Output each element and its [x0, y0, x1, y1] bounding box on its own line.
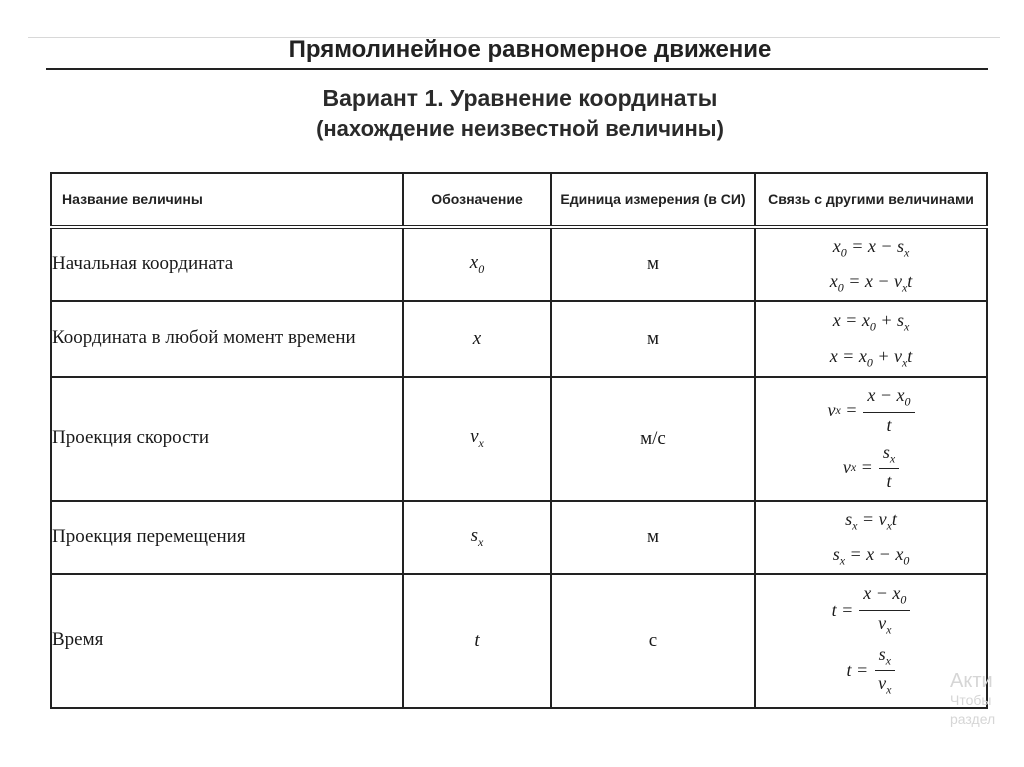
variant-subtitle: (нахождение неизвестной величины) [316, 116, 724, 141]
formula: t = $\frac{s_x}{v_x}$ [756, 644, 986, 698]
quantity-symbol: $s_x$ [403, 501, 551, 574]
formula: v x = $\frac{s_x}{t}$ [756, 442, 986, 493]
column-header-unit: Единица измерения (в СИ) [551, 173, 755, 227]
column-header-name: Название величины [51, 173, 403, 227]
quantity-symbol: x [403, 301, 551, 377]
relation-formulas [755, 501, 987, 574]
formula: $s_x = v_xt$ [845, 508, 897, 533]
formula: v x = $\frac{x - x_0}{t}$ [756, 385, 986, 436]
table-row [51, 574, 987, 708]
formula: $x_0 = x - s_x$ [832, 236, 910, 260]
title-underline [46, 68, 988, 70]
table-row [51, 301, 987, 377]
table-row [51, 501, 987, 574]
formula: $x = x_0 + v_xt$ [829, 345, 913, 370]
quantity-name: Координата в любой момент времени [51, 301, 403, 377]
quantity-name: Начальная координата [51, 227, 403, 301]
quantity-name: Время [51, 574, 403, 708]
quantities-table [50, 172, 988, 709]
activation-watermark-line: Чтобы [950, 692, 992, 708]
table-row [51, 227, 987, 301]
quantity-unit: с [551, 574, 755, 708]
relation-formulas [755, 301, 987, 377]
activation-watermark: Акти [950, 670, 993, 692]
quantity-symbol: t [403, 574, 551, 708]
page-title: Прямолинейное равномерное движение [288, 36, 772, 63]
quantity-unit: м [551, 301, 755, 377]
table-header-row [51, 173, 987, 227]
quantity-unit: м/с [551, 377, 755, 501]
relation-formulas [755, 377, 987, 501]
quantity-unit: м [551, 501, 755, 574]
formula: $x = x_0 + s_x$ [832, 310, 910, 334]
quantity-name: Проекция скорости [51, 377, 403, 501]
column-header-relations: Связь с другими величинами [755, 173, 987, 227]
quantity-name: Проекция перемещения [51, 501, 403, 574]
column-header-symbol: Обозначение [403, 173, 551, 227]
relation-formulas [755, 227, 987, 301]
activation-watermark-line: раздел [950, 711, 996, 727]
table-row [51, 377, 987, 501]
formula: t = $\frac{x - x_0}{v_x}$ [756, 583, 986, 637]
quantity-symbol: $x_0$ [403, 227, 551, 301]
formula: $s_x = x - x_0$ [832, 544, 910, 568]
formula: $x_0 = x - v_xt$ [829, 271, 913, 295]
quantity-unit: м [551, 227, 755, 301]
variant-title: Вариант 1. Уравнение координаты [322, 85, 718, 111]
quantity-symbol: $v_x$ [403, 377, 551, 501]
